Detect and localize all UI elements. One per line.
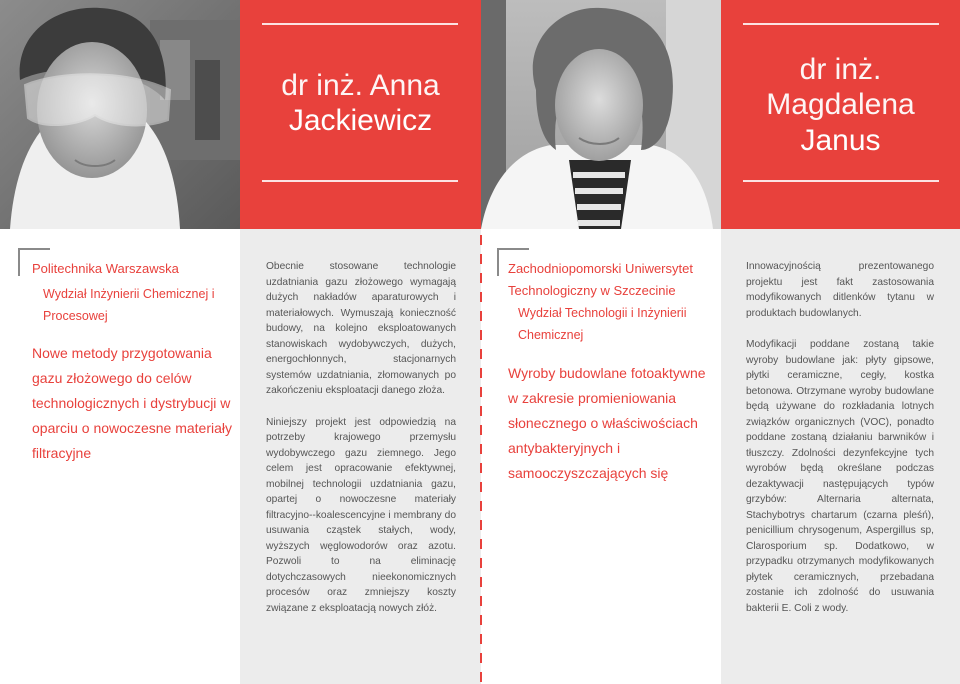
person-name — [721, 52, 960, 158]
name-first: Magdalena — [766, 88, 915, 122]
person-name — [240, 68, 481, 139]
column-divider — [480, 229, 482, 684]
name-title-first: dr inż. Anna — [281, 69, 440, 102]
top-rule — [262, 23, 458, 25]
description-paragraph-2: Modyfikacji poddane zostaną takie wyroby budowlane jak: płyty gipsowe, płytki ceramiczne, cegły, kostka betonowa. Otrzymane wyroby budowlane będą używane do rozkładania lotnych związków organicznych (VOC), ponadto poddane zostaną działaniu barwników i tłuszczy. Zdolności dezynfekcyjne tych wyrobów będą określane podczas dezaktywacji następujących typów grzybów: Alternaria alternata, Stachybotrys chartarum (czarna pleśń), penicillium chrysogenum, Aspergillus sp, Clarosporium sp. Dodatkowo, w przypadku otrzymanych modyfikowanych płytek ceramicznych, przebadana zostanie ich zdolność do usuwania bakterii E. Coli z wody. — [746, 339, 934, 614]
description-paragraph-2: Niniejszy projekt jest odpowiedzią na potrzeby krajowego przemysłu wydobywczego gazu ziemnego. Jego celem jest opracowanie efektywnej, mobilnej technologii uzdatniania gazu, opartej o nowoczesne materiały filtracyjno--koalescencyjne i membrany do usuwania cząstek stałych, wody, wyższych węglowodorów oraz azotu. Pozwoli to na eliminację dotychczasowych nieekonomicznych procesów oraz zmniejszy koszty związane z eksploatacją nowych złóż. — [266, 416, 456, 614]
project-description — [266, 259, 456, 616]
portrait-image — [481, 0, 721, 229]
photo-anna-jackiewicz — [0, 0, 240, 229]
faculty-name: Wydział Technologii i Inżynierii Chemicznej — [518, 306, 687, 342]
portrait-image — [0, 0, 240, 229]
name-surname: Jackiewicz — [288, 104, 433, 138]
photo-magdalena-janus — [481, 0, 721, 229]
university-name: Politechnika Warszawska — [32, 261, 179, 276]
name-title: dr inż. — [799, 53, 882, 86]
name-banner-magdalena — [721, 0, 960, 229]
project-topic: Nowe metody przygotowania gazu złożowego do celów technologicznych i dystrybucji w oparciu o nowoczesne materiały filtracyjne — [32, 345, 232, 461]
striped-shirt — [569, 160, 631, 229]
description-paragraph-1: Innowacyjnością prezentowanego projektu jest fakt zastosowania modyfikowanych ditlenków tytanu w produktach budowlanych. — [746, 261, 934, 319]
bottom-rule — [743, 180, 939, 182]
description-paragraph-1: Obecnie stosowane technologie uzdatniania gazu złożowego wymagają dużych nakładów aparaturowych i materiałowych. Wymuszają konieczność budowy, na kolejno eksploatowanych stanowiskach wydobywczych, dużych, energochłonnych, stacjonarnych systemów uzdatniania, złomowanych po zakończeniu eksploatacji danego złoża. — [266, 261, 456, 396]
faculty-name: Wydział Inżynierii Chemicznej i Procesowej — [43, 287, 215, 323]
university-name: Zachodniopomorski Uniwersytet Technologiczny w Szczecinie — [508, 261, 693, 298]
project-description — [746, 259, 934, 616]
project-topic: Wyroby budowlane fotoaktywne w zakresie promieniowania słonecznego o właściwościach antybakteryjnych i samooczyszczających się — [508, 365, 706, 481]
name-banner-anna — [240, 0, 481, 229]
bottom-rule — [262, 180, 458, 182]
name-surname: Janus — [800, 123, 881, 157]
top-rule — [743, 23, 939, 25]
